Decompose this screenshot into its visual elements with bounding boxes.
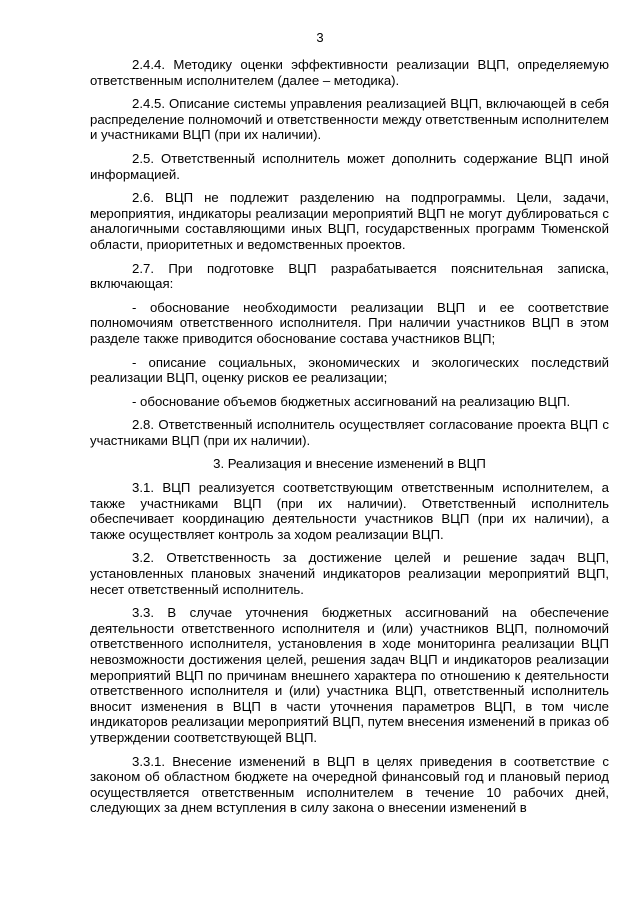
list-item-justification: - обоснование необходимости реализации ВЦП и ее соответствие полномочиям ответственного исполнителя. При наличии участников ВЦП в этом разделе также приводится обоснование состава участников ВЦП; — [90, 299, 609, 346]
paragraph-2-4-4: 2.4.4. Методику оценки эффективности реализации ВЦП, определяемую ответственным исполнителем (далее – методика). — [90, 57, 609, 88]
document-body — [90, 57, 609, 824]
paragraph-3-3-1: 3.3.1. Внесение изменений в ВЦП в целях приведения в соответствие с законом об областном бюджете на очередной финансовый год и плановый период осуществляется ответственным исполнителем в течение 10 рабочих дней, следующих за днем вступления в силу закона о внесении изменений в — [90, 753, 609, 816]
page-number: 3 — [316, 30, 324, 45]
list-item-consequences: - описание социальных, экономических и экологических последствий реализации ВЦП, оценку рисков ее реализации; — [90, 354, 609, 386]
paragraph-2-8: 2.8. Ответственный исполнитель осуществляет согласование проекта ВЦП с участниками ВЦП (при их наличии). — [90, 417, 609, 448]
list-item-budget: - обоснование объемов бюджетных ассигнований на реализацию ВЦП. — [132, 393, 571, 409]
paragraph-2-5: 2.5. Ответственный исполнитель может дополнить содержание ВЦП иной информацией. — [90, 150, 609, 182]
paragraph-2-7: 2.7. При подготовке ВЦП разрабатывается пояснительная записка, включающая: — [90, 260, 609, 292]
paragraph-2-4-5: 2.4.5. Описание системы управления реализацией ВЦП, включающей в себя распределение полномочий и ответственности между ответственным исполнителем и участниками ВЦП (при их наличии). — [90, 96, 609, 143]
paragraph-2-6: 2.6. ВЦП не подлежит разделению на подпрограммы. Цели, задачи, мероприятия, индикаторы реализации мероприятий ВЦП не могут дублироваться с аналогичными составляющими иных ВЦП, государственных программ Тюменской области, приоритетных и ведомственных проектов. — [90, 190, 609, 252]
paragraph-3-3: 3.3. В случае уточнения бюджетных ассигнований на обеспечение деятельности ответственного исполнителя и (или) участников ВЦП, полномочий ответственного исполнителя, установления в ходе мониторинга реализации ВЦП невозможности достижения целей, решения задач ВЦП и индикаторов реализации мероприятий ВЦП по причинам внешнего характера по отношению к деятельности ответственного исполнителя и (или) участника ВЦП, ответственный исполнитель вносит изменения в ВЦП в части уточнения параметров ВЦП, в том числе индикаторов реализации мероприятий ВЦП, путем внесения изменений в приказ об утверждении соответствующей ВЦП. — [90, 605, 609, 745]
section-heading-3: 3. Реализация и внесение изменений в ВЦП — [213, 456, 486, 472]
paragraph-3-1: 3.1. ВЦП реализуется соответствующим ответственным исполнителем, а также участниками ВЦП (при их наличии). Ответственный исполнитель обеспечивает координацию деятельности участников ВЦП (при их наличии), а также осуществляет контроль за ходом реализации ВЦП. — [90, 480, 609, 542]
paragraph-3-2: 3.2. Ответственность за достижение целей и решение задач ВЦП, установленных плановых значений индикаторов реализации мероприятий ВЦП, несет ответственный исполнитель. — [90, 550, 609, 597]
